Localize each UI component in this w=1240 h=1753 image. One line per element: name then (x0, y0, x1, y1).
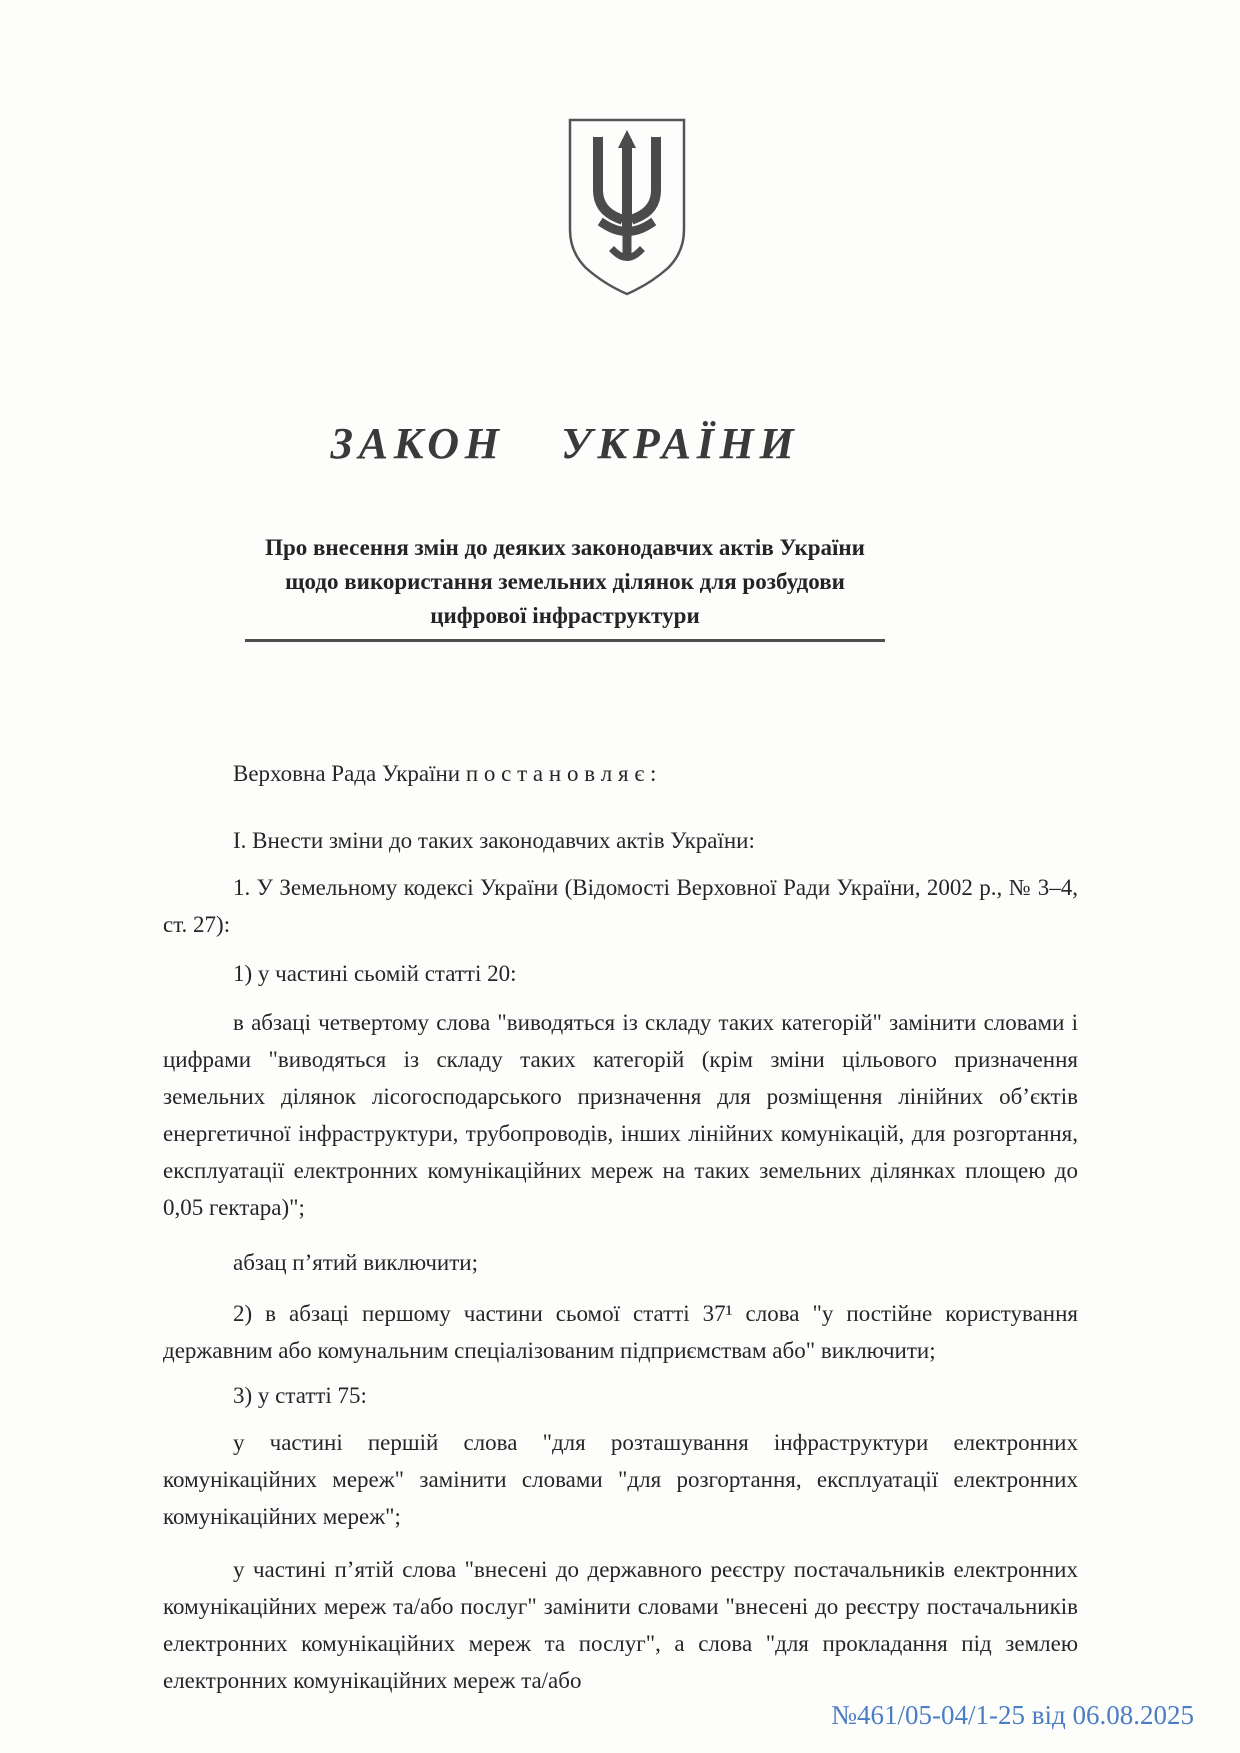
subitem-1-article-20: 1) у частині сьомій статті 20: (233, 961, 517, 986)
resolution-clause: Верховна Рада України п о с т а н о в л я є : (233, 761, 657, 786)
registration-number: №461/05-04/1-25 від 06.08.2025 (831, 1700, 1194, 1730)
item-1-land-code: 1. У Земельному кодексі України (Відомості Верховної Ради України, 2002 р., № 3–4, ст. 27): (163, 875, 1078, 937)
subitem-2-article-37: 2) в абзаці першому частини сьомої статті 37¹ слова "у постійне користування державним або комунальним спеціалізованим підприємствам або" виключити; (163, 1301, 1078, 1363)
law-subtitle-line-1: Про внесення змін до деяких законодавчих актів України (265, 535, 865, 560)
amendment-delete-para-5: абзац п’ятий виключити; (233, 1250, 478, 1275)
amendment-part-1: у частині першій слова "для розташування інфраструктури електронних комунікаційних мереж" замінити словами "для розгортання, експлуатації електронних комунікаційних мереж"; (163, 1430, 1078, 1529)
law-subtitle-line-2: щодо використання земельних ділянок для розбудови (285, 569, 845, 594)
subitem-3-article-75: 3) у статті 75: (233, 1383, 367, 1408)
amendment-part-5: у частині п’ятій слова "внесені до державного реєстру постачальників електронних комунікаційних мереж та/або послуг" замінити словами "внесені до реєстру постачальників електронних комунікаційних мереж та послуг", а слова "для прокладання під землею електронних комунікаційних мереж та/або (163, 1557, 1078, 1693)
document-body (163, 0, 1078, 1699)
law-subtitle-line-3: цифрової інфраструктури (430, 603, 700, 628)
amendment-paragraph-4: в абзаці четвертому слова "виводяться із складу таких категорій" замінити словами і цифрами "виводяться із складу таких категорій (крім зміни цільового призначення земельних ділянок лісогосподарського призначення для розміщення лінійних об’єктів енергетичної інфраструктури, трубопроводів, інших лінійних комунікацій, для розгортання, експлуатації електронних комунікаційних мереж на таких земельних ділянках площею до 0,05 гектара)"; (163, 1010, 1078, 1220)
law-title: ЗАКОН УКРАЇНИ (330, 419, 800, 468)
section-1-intro: I. Внести зміни до таких законодавчих актів України: (233, 828, 755, 853)
